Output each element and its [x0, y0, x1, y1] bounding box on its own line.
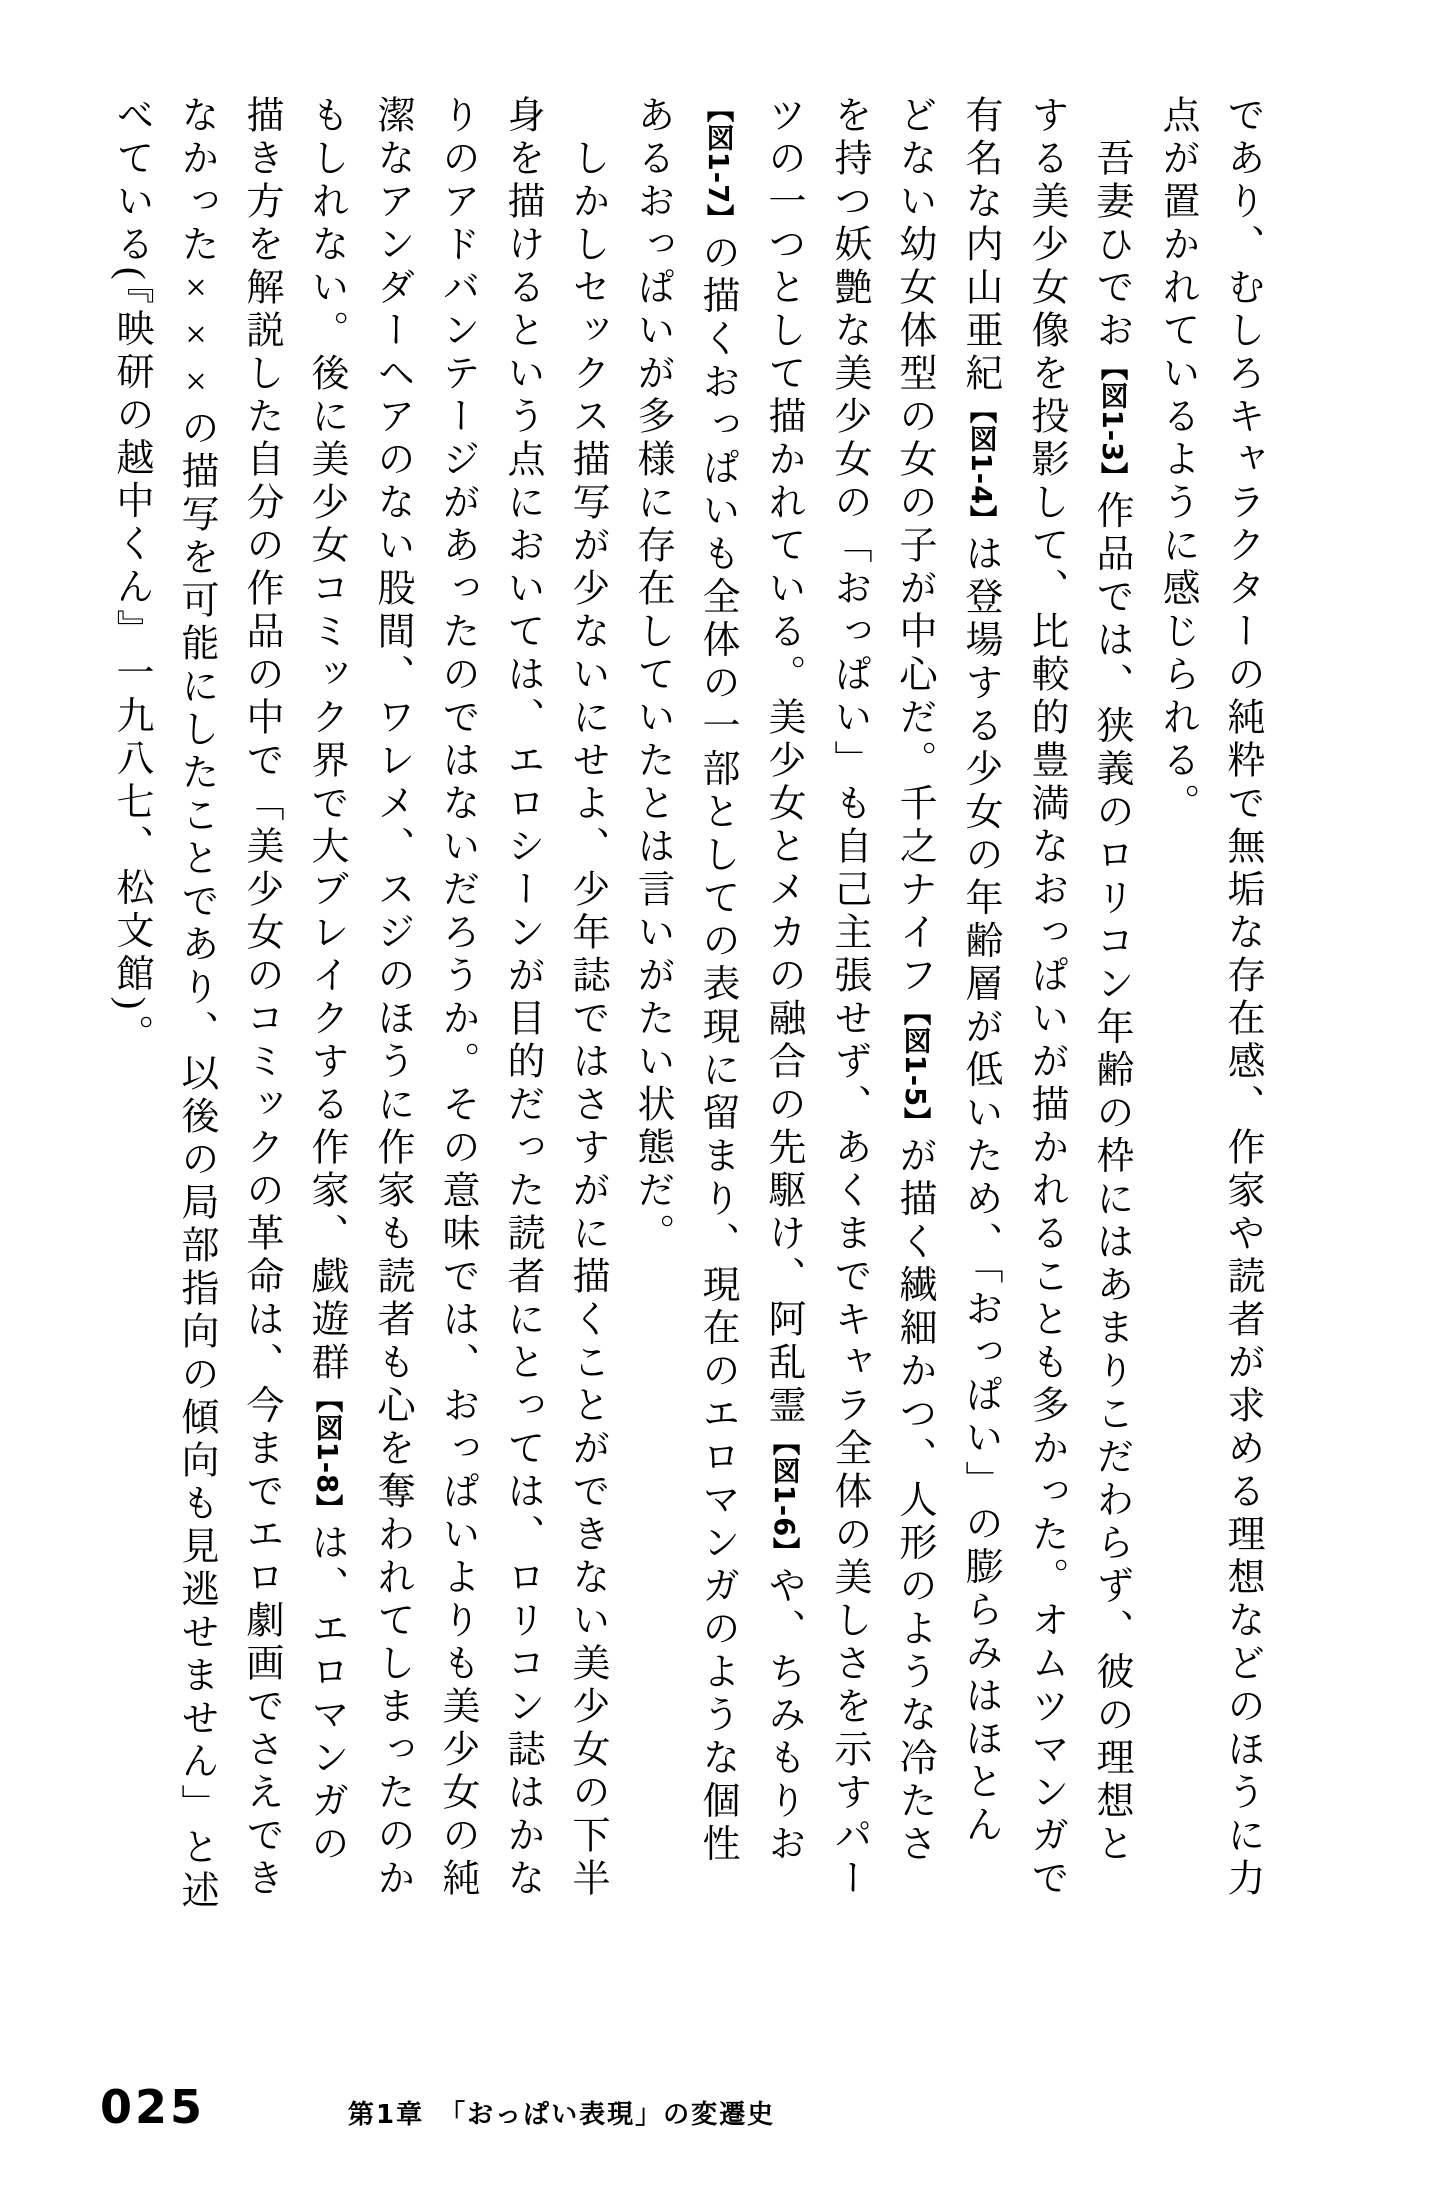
text-column [163, 95, 228, 1920]
text-column [1209, 95, 1274, 1920]
text-run: べている(『映研の越中くん』一九八七、松文館)。 [110, 95, 152, 1058]
text-run: 点が置かれているように感じられる。 [1156, 95, 1198, 826]
text-column [881, 95, 947, 1920]
text-run: ツの一つとして描かれている。美少女とメカの融合の先駆け、阿乱霊 [762, 95, 804, 1428]
text-run: 有名な内山亜紀 [959, 95, 1001, 396]
text-run: あるおっぱいが多様に存在していたとは言いがたい状態だ。 [631, 95, 673, 1256]
text-run: する美少女像を投影して、比較的豊満なおっぱいが描かれることも多かった。オムツマンガで [1025, 95, 1067, 1901]
text-run: どない幼女体型の女の子が中心だ。千之ナイフ [893, 95, 935, 998]
text-run: 描き方を解説した自分の作品の中で「美少女のコミックの革命は、今までエロ劇画でさえでき [240, 95, 282, 1901]
figure-reference: 【図1-7】 [702, 95, 733, 233]
text-run: 身を描けるという点においては、エロシーンが目的だった読者にとっては、ロリコン誌はかな [501, 95, 543, 1901]
text-column [98, 95, 163, 1920]
text-column [947, 95, 1013, 1920]
text-run: は、エロマンガの [305, 1522, 347, 1867]
text-column [228, 95, 293, 1920]
text-column [684, 95, 750, 1920]
text-run: であり、むしろキャラクターの純粋で無垢な存在感、作家や読者が求める理想などのほうに力 [1221, 95, 1263, 1901]
text-run: や、ちみもりお [762, 1565, 804, 1867]
text-run: を持つ妖艶な美少女の「おっぱい」も自己主張せず、あくまでキャラ全体の美しさを示すパー [828, 95, 870, 1901]
text-run: 潔なアンダーヘアのない股間、ワレメ、スジのほうに作家も読者も心を奪われてしまったのか [371, 95, 413, 1901]
text-run: もしれない。後に美少女コミック界で大ブレイクする作家、戯遊群 [305, 95, 347, 1385]
text-column [1078, 95, 1144, 1920]
text-run: 吾妻ひでお [1090, 138, 1132, 353]
page-number: 025 [100, 2080, 206, 2134]
text-column [1144, 95, 1209, 1920]
text-column [424, 95, 489, 1920]
text-run: しかしセックス描写が少ないにせよ、少年誌ではさすがに描くことができない美少女の下半 [566, 138, 608, 1901]
figure-reference: 【図1-5】 [899, 998, 930, 1136]
body-text-block [98, 95, 1274, 1920]
figure-reference: 【図1-6】 [768, 1428, 799, 1566]
text-column [359, 95, 424, 1920]
text-column [816, 95, 881, 1920]
text-column [293, 95, 359, 1920]
figure-reference: 【図1-8】 [311, 1385, 342, 1523]
text-column [1013, 95, 1078, 1920]
text-run: りのアドバンテージがあったのではないだろうか。その意味では、おっぱいよりも美少女の純 [436, 95, 478, 1901]
text-run: なかった×××の描写を可能にしたことであり、以後の局部指向の傾向も見逃せません」と述 [175, 95, 217, 1913]
figure-reference: 【図1-4】 [965, 396, 996, 534]
text-column [489, 95, 554, 1920]
footer-chapter-title: 第1章 「おっぱい表現」の変遷史 [348, 2100, 776, 2130]
text-run: が描く繊細かつ、人形のような冷たさ [893, 1135, 935, 1867]
text-column [750, 95, 816, 1920]
text-run: 作品では、狭義のロリコン年齢の枠にはあまりこだわらず、彼の理想と [1090, 490, 1132, 1867]
figure-reference: 【図1-3】 [1096, 353, 1127, 491]
text-column [554, 95, 619, 1920]
text-run: の描くおっぱいも全体の一部としての表現に留まり、現在のエロマンガのような個性 [696, 232, 738, 1867]
text-run: は登場する少女の年齢層が低いため、「おっぱい」の膨らみはほとん [959, 533, 1001, 1848]
text-column [619, 95, 684, 1920]
